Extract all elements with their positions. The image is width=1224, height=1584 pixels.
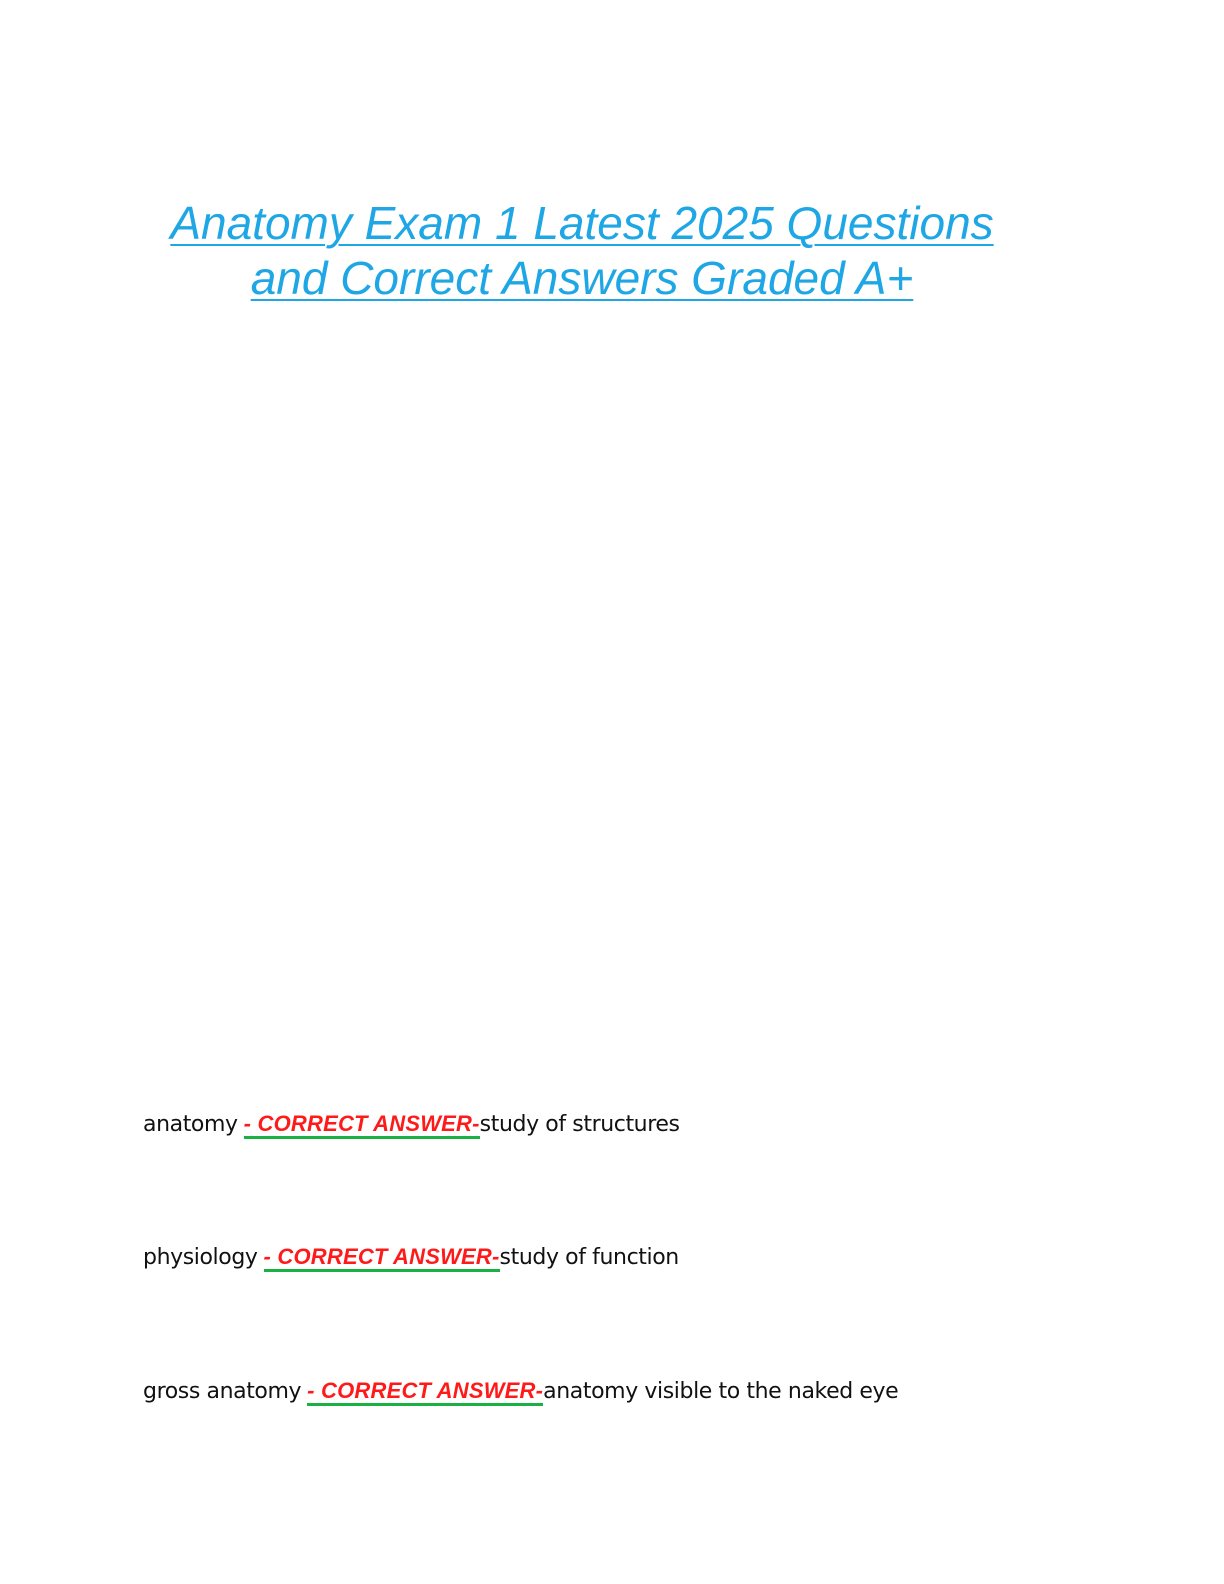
answer-text: anatomy visible to the naked eye (543, 1379, 899, 1404)
correct-answer-marker: - CORRECT ANSWER- (244, 1111, 480, 1139)
question-term: gross anatomy (143, 1379, 302, 1404)
question-term: physiology (143, 1245, 258, 1270)
qa-item (143, 1242, 679, 1273)
title-line-1: Anatomy Exam 1 Latest 2025 Questions (170, 197, 994, 249)
correct-answer-marker: - CORRECT ANSWER- (307, 1378, 543, 1406)
title-line-2: and Correct Answers Graded A+ (250, 252, 914, 304)
qa-item (143, 1376, 898, 1407)
answer-text: study of function (499, 1245, 679, 1270)
answer-text: study of structures (479, 1112, 680, 1137)
correct-answer-marker: - CORRECT ANSWER- (264, 1244, 500, 1272)
question-term: anatomy (143, 1112, 238, 1137)
qa-item (143, 1109, 680, 1140)
document-title (130, 196, 1034, 306)
